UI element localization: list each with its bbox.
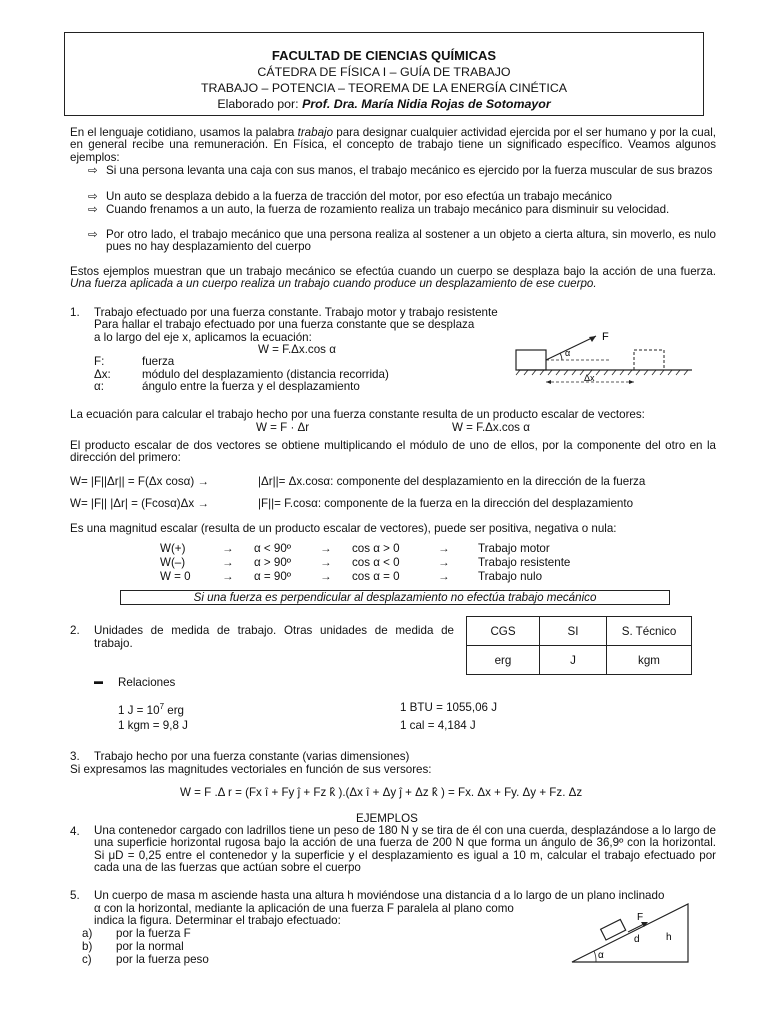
relation-kgm: 1 kgm = 9,8 J — [118, 719, 188, 732]
example-5-line2: α con la horizontal, mediante la aplicación de una fuerza F paralela al plano como — [94, 902, 514, 915]
arrow-icon: ⇨ — [88, 190, 98, 203]
w-formula-2: W= |F|| |Δr| = (Fcosα)Δx → — [70, 497, 210, 510]
example-4-text: Una contenedor cargado con ladrillos tiene un peso de 180 N y se tira de él con una cuerda, desplazándose a lo largo de una superficie horizontal rugosa bajo la acción de una fuerza de 200 N que forma un ángulo de 36,9º con la horizontal. Si μD = 0,25 entre el contenedor y la superficie y el desplazamiento es igual a 10 m, calcular el trabajo efectuado por cada una de las fuerzas que actúan sobre el cuerpo — [94, 824, 716, 875]
examples-heading: EJEMPLOS — [356, 812, 418, 825]
arrow-icon: ⇨ — [88, 164, 98, 177]
chair-title: CÁTEDRA DE FÍSICA I – GUÍA DE TRABAJO — [257, 65, 511, 79]
sec1-title: Trabajo efectuado por una fuerza constante. Trabajo motor y trabajo resistente — [94, 306, 498, 319]
def-symbol: Δx: — [94, 368, 111, 381]
force-displacement-figure — [510, 322, 710, 392]
table-cell: erg — [467, 646, 540, 675]
case-arrow: → — [320, 570, 332, 583]
intro-conclusion: Estos ejemplos muestran que un trabajo mecánico se efectúa cuando un cuerpo se desplaza bajo la acción de una fuerza. Una fuerza aplicada a un cuerpo realiza un trabajo cuando produce un desplazamiento de ese cuerpo. — [70, 265, 716, 291]
header-box — [64, 32, 704, 116]
w-component-1: |Δr||= Δx.cosα: componente del desplazamiento en la dirección de la fuerza — [258, 475, 646, 488]
example-5-line3: indica la figura. Determinar el trabajo efectuado: — [94, 914, 341, 927]
arrow-icon: ⇨ — [88, 228, 98, 241]
sec1-equation: W = F.Δx.cos α — [258, 343, 336, 356]
force-label: F — [602, 331, 609, 343]
bullet-item: ⇨ Un auto se desplaza debido a la fuerza de tracción del motor, por eso efectúa un trabajo mecánico — [88, 190, 612, 203]
vector-equation: W = F · Δr — [256, 421, 310, 434]
bullet-item: ⇨ Por otro lado, el trabajo mecánico que una persona realiza al sostener a un objeto a cierta altura, sin moverlo, es nulo pues no hay desplazamiento del cuerpo — [88, 228, 716, 254]
case-arrow: → — [438, 542, 450, 555]
sec3-title: Trabajo hecho por una fuerza constante (varias dimensiones) — [94, 750, 410, 763]
relations-bullet: ▬ — [94, 676, 103, 686]
bullet-item: ⇨ Si una persona levanta una caja con sus manos, el trabajo mecánico es ejercido por la fuerza muscular de sus brazos — [88, 164, 713, 177]
bullet-item: ⇨ Cuando frenamos a un auto, la fuerza de rozamiento realiza un trabajo mecánico para disminuir su velocidad. — [88, 203, 670, 216]
case-w: W = 0 — [160, 570, 191, 583]
sec3-equation: W = F .Δ r = (Fx î + Fy ĵ + Fz k̂ ).(Δx î + Δy ĵ + Δz k̂ ) = Fx. Δx + Fy. Δy + Fz. Δz — [180, 786, 583, 799]
table-cell: J — [540, 646, 607, 675]
magnitude-paragraph: Es una magnitud escalar (resulta de un producto escalar de vectores), puede ser positiva, negativa o nula: — [70, 522, 617, 535]
perpendicular-note: Si una fuerza es perpendicular al desplazamiento no efectúa trabajo mecánico — [120, 590, 670, 605]
intro-paragraph: En el lenguaje cotidiano, usamos la palabra trabajo para designar cualquier actividad ejercida por el ser humano y por la cual, en general recibe una remuneración. En Física, el concepto de trabajo tiene un significado específico. Veamos algunos ejemplos: — [70, 126, 716, 164]
distance-label: d — [634, 934, 640, 945]
case-arrow: → — [438, 556, 450, 569]
relation-btu: 1 BTU = 1055,06 J — [400, 701, 497, 714]
case-cos: cos α = 0 — [352, 570, 400, 583]
sec2-num: 2. — [70, 624, 80, 637]
sec1-num: 1. — [70, 306, 80, 319]
table-cell: kgm — [607, 646, 692, 675]
item-key: b) — [82, 940, 93, 953]
example-5-num: 5. — [70, 889, 80, 902]
height-label: h — [666, 932, 672, 943]
case-angle: α > 90º — [254, 556, 292, 569]
item-text: por la fuerza F — [116, 927, 191, 940]
relation-joule-erg: 1 $J = 10^7$ erg — [118, 702, 185, 717]
item-text: por la fuerza peso — [116, 953, 209, 966]
case-arrow: → — [222, 570, 234, 583]
example-4-num: 4. — [70, 825, 80, 838]
modulus-equation: W = F.Δx.cos α — [452, 421, 530, 434]
arrow-icon: ⇨ — [88, 203, 98, 216]
faculty-title: FACULTAD DE CIENCIAS QUÍMICAS — [271, 48, 497, 63]
relation-cal: 1 cal = 4,184 J — [400, 719, 476, 732]
author-name: Prof. Dra. María Nidia Rojas de Sotomayor — [302, 97, 551, 111]
table-header: CGS — [467, 617, 540, 646]
def-symbol: α: — [94, 380, 104, 393]
inclined-plane-figure — [568, 902, 708, 968]
dx-label: Δx — [584, 373, 595, 383]
case-w: W(+) — [160, 542, 186, 555]
table-header: S. Técnico — [607, 617, 692, 646]
case-arrow: → — [222, 542, 234, 555]
sec1-line2: Para hallar el trabajo efectuado por una fuerza constante que se desplaza — [94, 318, 475, 331]
example-5-line1: Un cuerpo de masa m asciende hasta una altura h moviéndose una distancia d a lo largo de un plano inclinado — [94, 889, 665, 902]
units-table — [466, 616, 692, 675]
sec1-line3: a lo largo del eje x, aplicamos la ecuación: — [94, 331, 312, 344]
case-arrow: → — [438, 570, 450, 583]
alpha-label: α — [565, 348, 571, 358]
table-header: SI — [540, 617, 607, 646]
product-paragraph: El producto escalar de dos vectores se obtiene multiplicando el módulo de uno de ellos, por la componente del otro en la dirección del primero: — [70, 439, 716, 465]
alpha-label: α — [598, 950, 604, 961]
case-cos: cos α < 0 — [352, 556, 400, 569]
item-key: c) — [82, 953, 92, 966]
case-result: Trabajo motor — [478, 542, 550, 555]
author-line: Elaborado por: Prof. Dra. María Nidia Rojas de Sotomayor — [217, 97, 551, 111]
case-result: Trabajo nulo — [478, 570, 543, 583]
escalar-paragraph: La ecuación para calcular el trabajo hecho por una fuerza constante resulta de un producto escalar de vectores: — [70, 408, 645, 421]
def-symbol: F: — [94, 355, 105, 368]
sec2-title: Unidades de medida de trabajo. Otras unidades de medida de trabajo. — [94, 624, 454, 650]
case-arrow: → — [320, 542, 332, 555]
case-angle: α < 90º — [254, 542, 292, 555]
item-text: por la normal — [116, 940, 184, 953]
def-desc: fuerza — [142, 355, 175, 368]
case-arrow: → — [222, 556, 234, 569]
case-result: Trabajo resistente — [478, 556, 571, 569]
w-formula-1: W= |F||Δr|| = F(Δx cosα) → — [70, 475, 210, 488]
case-cos: cos α > 0 — [352, 542, 400, 555]
sec3-line2: Si expresamos las magnitudes vectoriales en función de sus versores: — [70, 763, 432, 776]
force-label: F — [637, 912, 644, 923]
case-arrow: → — [320, 556, 332, 569]
topic-title: TRABAJO – POTENCIA – TEOREMA DE LA ENERGÍA CINÉTICA — [200, 81, 568, 95]
case-w: W(–) — [160, 556, 186, 569]
case-angle: α = 90º — [254, 570, 292, 583]
relations-label: Relaciones — [118, 676, 176, 689]
w-component-2: |F||= F.cosα: componente de la fuerza en la dirección del desplazamiento — [258, 497, 634, 510]
sec3-num: 3. — [70, 750, 80, 763]
def-desc: módulo del desplazamiento (distancia recorrida) — [142, 368, 389, 381]
def-desc: ángulo entre la fuerza y el desplazamiento — [142, 380, 360, 393]
item-key: a) — [82, 927, 93, 940]
